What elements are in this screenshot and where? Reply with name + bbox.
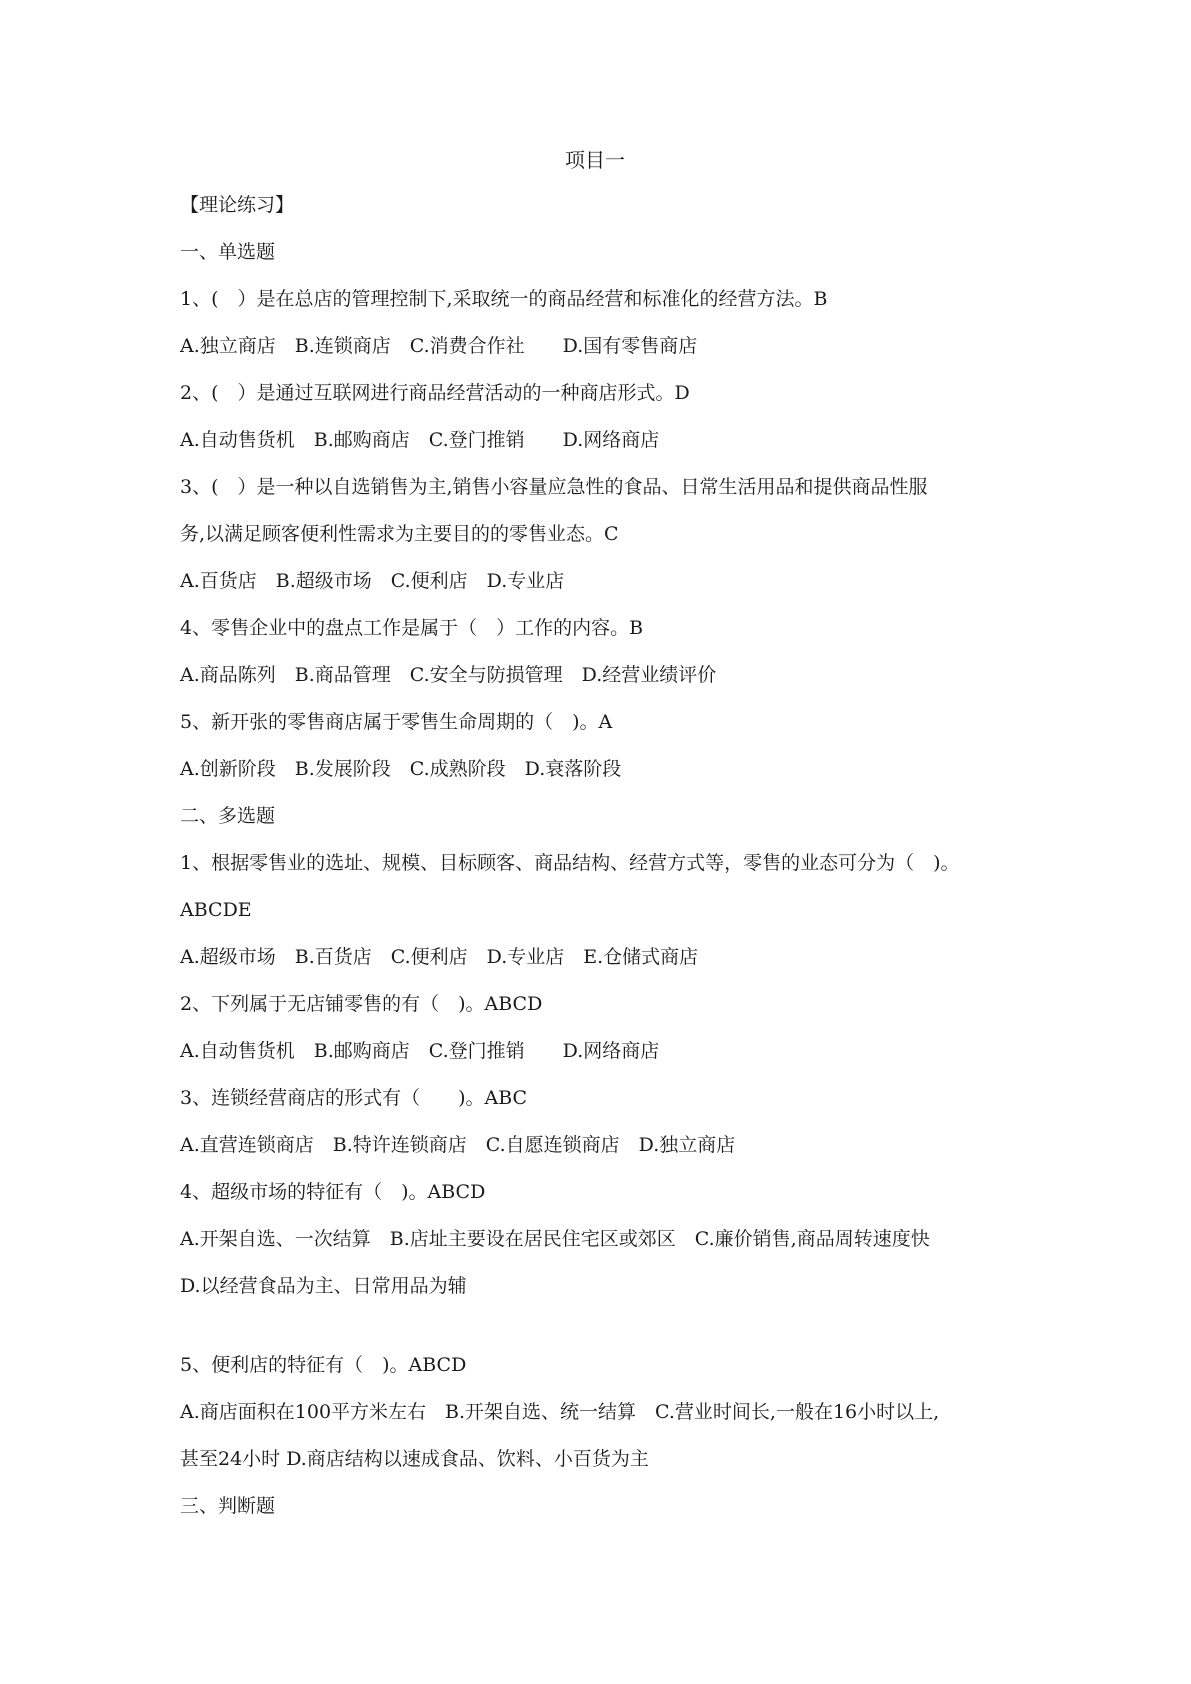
question-1: 1、( ）是在总店的管理控制下,采取统一的商品经营和标准化的经营方法。B	[180, 288, 828, 310]
document-content	[180, 138, 1040, 1530]
mc-question-3: 3、连锁经营商店的形式有（ )。ABC	[180, 1087, 528, 1109]
mc-options-4-line-1: A.开架自选、一次结算 B.店址主要设在居民住宅区或郊区 C.廉价销售,商品周转速度快	[180, 1228, 930, 1250]
page-title: 项目一	[565, 148, 625, 172]
question-2: 2、( ）是通过互联网进行商品经营活动的一种商店形式。D	[180, 382, 690, 404]
options-1: A.独立商店 B.连锁商店 C.消费合作社 D.国有零售商店	[180, 335, 698, 357]
mc-answer-1: ABCDE	[180, 899, 252, 921]
section-heading-true-false: 三、判断题	[180, 1495, 276, 1517]
mc-options-2: A.自动售货机 B.邮购商店 C.登门推销 D.网络商店	[180, 1040, 660, 1062]
options-3: A.百货店 B.超级市场 C.便利店 D.专业店	[180, 570, 565, 592]
mc-question-1: 1、根据零售业的选址、规模、目标顾客、商品结构、经营方式等，零售的业态可分为（ )。	[180, 852, 960, 874]
mc-question-5: 5、便利店的特征有（ )。ABCD	[180, 1354, 467, 1376]
mc-question-4: 4、超级市场的特征有（ )。ABCD	[180, 1181, 486, 1203]
paragraph-gap	[180, 1310, 1040, 1342]
section-heading-multiple-choice: 二、多选题	[180, 805, 276, 827]
mc-options-1: A.超级市场 B.百货店 C.便利店 D.专业店 E.仓储式商店	[180, 946, 699, 968]
section-heading-practice: 【理论练习】	[180, 194, 295, 216]
question-5: 5、新开张的零售商店属于零售生命周期的（ )。A	[180, 711, 613, 733]
options-5: A.创新阶段 B.发展阶段 C.成熟阶段 D.衰落阶段	[180, 758, 622, 780]
question-4: 4、零售企业中的盘点工作是属于（ ）工作的内容。B	[180, 617, 644, 639]
section-heading-single-choice: 一、单选题	[180, 241, 276, 263]
mc-options-5-line-2: 甚至24小时 D.商店结构以速成食品、饮料、小百货为主	[180, 1448, 649, 1470]
options-2: A.自动售货机 B.邮购商店 C.登门推销 D.网络商店	[180, 429, 660, 451]
mc-options-3: A.直营连锁商店 B.特许连锁商店 C.自愿连锁商店 D.独立商店	[180, 1134, 736, 1156]
question-3-line-2: 务,以满足顾客便利性需求为主要目的的零售业态。C	[180, 523, 619, 545]
mc-options-5-line-1: A.商店面积在100平方米左右 B.开架自选、统一结算 C.营业时间长,一般在16小时以上,	[180, 1401, 940, 1423]
options-4: A.商品陈列 B.商品管理 C.安全与防损管理 D.经营业绩评价	[180, 664, 717, 686]
mc-question-2: 2、下列属于无店铺零售的有（ )。ABCD	[180, 993, 543, 1015]
mc-options-4-line-2: D.以经营食品为主、日常用品为辅	[180, 1275, 467, 1297]
question-3-line-1: 3、( ）是一种以自选销售为主,销售小容量应急性的食品、日常生活用品和提供商品性服	[180, 476, 928, 498]
